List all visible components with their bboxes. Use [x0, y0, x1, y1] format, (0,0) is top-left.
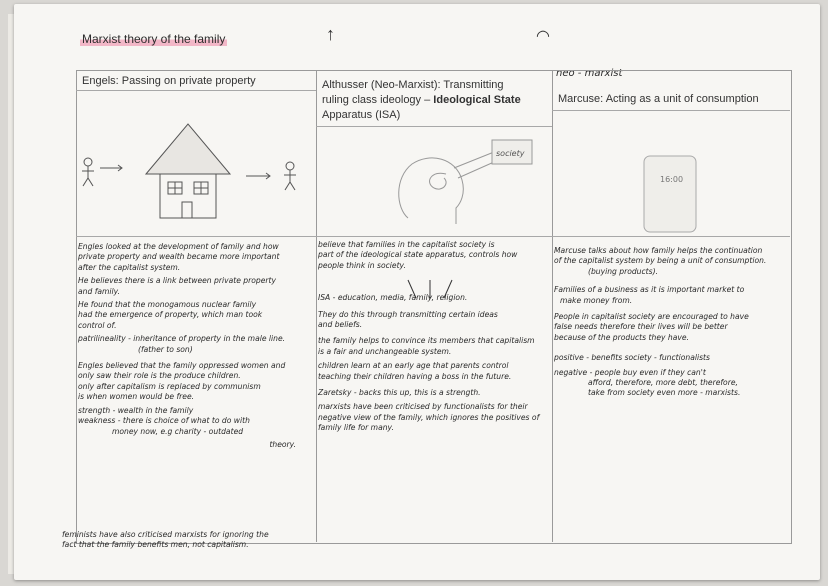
- header-divider: [316, 126, 552, 127]
- engels-heading-name: Engels:: [82, 75, 119, 87]
- note-line: Families of a business as it is important market to: [554, 285, 745, 295]
- note-line: believe that families in the capitalist society is: [318, 240, 495, 249]
- punch-hole-icon: ◠: [536, 28, 550, 45]
- note-line: make money from.: [560, 295, 633, 305]
- note-line: patrilineality - inheritance of property in the male line.: [78, 334, 286, 344]
- note-line: People in capitalist society are encouraged to have: [554, 312, 749, 322]
- neo-marxist-note: neo - marxist: [556, 68, 623, 79]
- note-line: the family helps to convince its members that capitalism: [318, 336, 535, 346]
- note-line: take from society even more - marxists.: [588, 388, 741, 398]
- phone-icon: [644, 156, 696, 232]
- note-line: ISA - education, media, family, religion.: [318, 293, 468, 303]
- note-line: part of the ideological state apparatus, controls how: [318, 250, 518, 260]
- note-line: teaching their children having a boss in the future.: [318, 371, 512, 381]
- note-line: private property and wealth became more important: [78, 252, 280, 262]
- note-line: theory.: [269, 439, 296, 449]
- althusser-heading-topic: ruling class ideology –: [322, 94, 434, 106]
- head-profile-icon: [399, 158, 464, 224]
- punch-hole-marker-icon: ↑: [326, 24, 335, 44]
- engels-house-sketch: [76, 110, 316, 230]
- note-line: control of.: [78, 320, 117, 330]
- note-line: children learn at an early age that parents control: [318, 361, 509, 371]
- note-line: negative view of the family, which ignores the positives of: [318, 412, 540, 422]
- engels-heading: [82, 74, 312, 89]
- note-line: and beliefs.: [318, 320, 363, 330]
- althusser-head-sketch: [316, 128, 552, 236]
- note-line: had the emergence of property, which man took: [78, 310, 263, 320]
- marcuse-heading-topic: Acting as a unit of consumption: [603, 93, 759, 105]
- note-line: negative - people buy even if they can't: [554, 367, 706, 377]
- note-line: (buying products).: [588, 266, 658, 276]
- note-line: after the capitalist system.: [78, 262, 181, 272]
- note-line: positive - benefits society - functionalists: [554, 353, 710, 363]
- note-line: only saw their role is the produce children.: [78, 371, 241, 381]
- note-line: people think in society.: [318, 260, 406, 270]
- note-line: only after capitalism is replaced by communism: [78, 381, 261, 391]
- marcuse-heading-name: Marcuse:: [558, 93, 604, 105]
- note-line: fact that the family benefits men, not capitalism.: [62, 540, 249, 550]
- note-line: Engles looked at the development of family and how: [78, 242, 279, 251]
- note-line: He believes there is a link between private property: [78, 276, 276, 286]
- althusser-heading-name: Althusser (Neo-Marxist): Transmitting: [322, 79, 504, 91]
- note-line: false needs therefore their lives will be better: [554, 322, 728, 332]
- note-line: He found that the monogamous nuclear family: [78, 300, 257, 310]
- note-line: is a fair and unchangeable system.: [318, 346, 452, 356]
- note-line: of the capitalist system by being a unit of consumption.: [554, 256, 767, 266]
- note-line: is when women would be free.: [78, 392, 195, 402]
- image-row-divider: [76, 236, 790, 237]
- phone-time: 16:00: [660, 175, 684, 184]
- note-line: marxists have been criticised by functionalists for their: [318, 402, 528, 412]
- house-body-icon: [160, 174, 216, 218]
- note-line: Marcuse talks about how family helps the continuation: [554, 246, 763, 255]
- althusser-heading-bold: Ideological State: [433, 94, 521, 106]
- note-line: money now, e.g charity - outdated: [112, 426, 244, 436]
- althusser-heading-tail: Apparatus (ISA): [322, 109, 401, 121]
- note-line: They do this through transmitting certain ideas: [318, 309, 498, 319]
- house-roof-icon: [146, 124, 230, 174]
- engels-feminist-note: [62, 530, 312, 551]
- marcuse-heading: [558, 92, 786, 107]
- note-line: and family.: [78, 286, 120, 296]
- althusser-heading: [322, 78, 548, 123]
- note-line: Zaretsky - backs this up, this is a strength.: [318, 388, 481, 398]
- note-line: weakness - there is choice of what to do with: [78, 416, 250, 426]
- note-line: family life for many.: [318, 423, 394, 433]
- engels-notes: [78, 242, 312, 450]
- note-line: because of the products they have.: [554, 332, 689, 342]
- note-line: afford, therefore, more debt, therefore,: [588, 378, 738, 388]
- note-line: (father to son): [138, 344, 193, 354]
- downward-arrows-icon: [400, 276, 460, 302]
- engels-heading-topic: Passing on private property: [118, 75, 256, 87]
- stick-figure-right-icon: [286, 162, 294, 170]
- note-line: Engles believed that the family oppressed women and: [78, 361, 286, 371]
- header-divider: [76, 90, 316, 91]
- note-line: feminists have also criticised marxists for ignoring the: [62, 530, 269, 539]
- header-divider: [552, 110, 790, 111]
- marcuse-notes: [554, 246, 788, 402]
- marcuse-phone-sketch: [552, 112, 790, 236]
- althusser-notes: [318, 240, 550, 437]
- stick-figure-left-icon: [84, 158, 92, 166]
- note-line: strength - wealth in the family: [78, 405, 194, 415]
- society-sign-label: society: [496, 149, 525, 158]
- page-title: Marxist theory of the family: [82, 32, 226, 46]
